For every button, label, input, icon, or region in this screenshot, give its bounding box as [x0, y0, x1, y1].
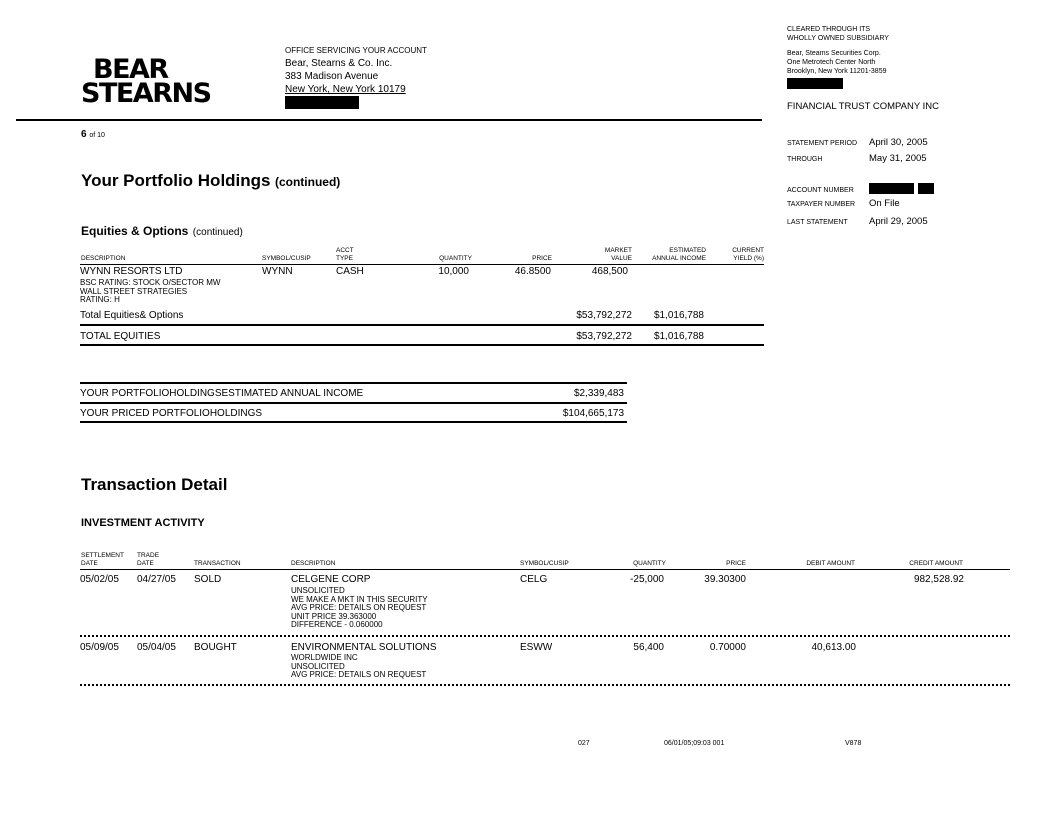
office-name: Bear, Stearns & Co. Inc. — [285, 58, 393, 69]
txn-note: AVG PRICE: DETAILS ON REQUEST — [291, 603, 427, 612]
txn-price: 39.30300 — [704, 574, 746, 585]
priced-holdings-value: $104,665,173 — [562, 408, 624, 419]
txn-quantity: 56,400 — [633, 642, 664, 653]
office-city: New York, New York 10179 — [285, 84, 406, 95]
holding-note: WALL STREET STRATEGIES — [80, 286, 188, 296]
col-settlement-date — [81, 552, 124, 568]
statement-period-label: STATEMENT PERIOD — [787, 140, 858, 147]
txn-notes — [291, 654, 426, 680]
office-label: OFFICE SERVICING YOUR ACCOUNT — [285, 46, 427, 55]
col-price: PRICE — [532, 255, 552, 262]
col-trade-line1: TRADE — [137, 552, 160, 559]
col-current-yield — [716, 247, 764, 263]
last-statement-label: LAST STATEMENT — [787, 219, 848, 226]
txn-note: WE MAKE A MKT IN THIS SECURITY — [291, 594, 428, 604]
txn-price: 0.70000 — [709, 642, 746, 653]
total-equities-options-income: $1,016,788 — [653, 310, 704, 321]
col-txn-quantity: QUANTITY — [633, 560, 666, 567]
col-acct-line1: ACCT — [336, 247, 354, 254]
col-debit-amount: DEBIT AMOUNT — [806, 560, 855, 567]
holding-market-value: 468,500 — [591, 266, 628, 277]
investment-activity-title: INVESTMENT ACTIVITY — [81, 517, 205, 529]
txn-symbol: CELG — [520, 574, 548, 585]
col-estimated-income — [636, 247, 706, 263]
page-number — [81, 129, 105, 140]
holding-acct-type: CASH — [336, 266, 364, 277]
est-annual-income-value: $2,339,483 — [573, 388, 624, 399]
total-equities-income: $1,016,788 — [653, 331, 704, 342]
header-rule — [16, 119, 762, 121]
total-equities-options-label: Total Equities& Options — [80, 310, 184, 321]
holdings-header-rule — [80, 264, 764, 265]
txn-trade-date: 04/27/05 — [137, 574, 176, 585]
summary-rule — [80, 402, 627, 404]
col-cy-line2: YIELD (%) — [733, 255, 764, 262]
taxpayer-label: TAXPAYER NUMBER — [787, 201, 856, 208]
transaction-detail-title: Transaction Detail — [81, 475, 228, 494]
txn-notes — [291, 587, 428, 630]
col-description: DESCRIPTION — [81, 255, 126, 262]
holding-note: BSC RATING: STOCK O/SECTOR MW — [80, 278, 221, 287]
clearing-line-2: WHOLLY OWNED SUBSIDIARY — [787, 35, 889, 42]
txn-settle-date: 05/02/05 — [80, 574, 119, 585]
txn-row-separator — [80, 684, 1010, 686]
clearing-panel — [787, 25, 1037, 92]
txn-settle-date: 05/09/05 — [80, 642, 119, 653]
col-txn-symbol: SYMBOL/CUSIP — [520, 560, 569, 567]
total-equities-options-value: $53,792,272 — [576, 310, 632, 321]
total-rule — [80, 344, 764, 346]
through-value: May 31, 2005 — [869, 153, 927, 164]
redacted-block — [918, 183, 934, 194]
txn-debit: 40,613.00 — [811, 642, 856, 653]
equities-section-suffix: (continued) — [192, 227, 243, 238]
redacted-block — [285, 96, 359, 109]
logo-line-1: BEAR — [93, 54, 168, 85]
priced-holdings-label: YOUR PRICED PORTFOLIOHOLDINGS — [80, 408, 263, 419]
col-mv-line1: MARKET — [604, 247, 632, 254]
txn-quantity: -25,000 — [630, 574, 664, 585]
col-settle-line1: SETTLEMENT — [81, 552, 124, 559]
through-label: THROUGH — [787, 156, 823, 163]
clearing-addr-2: Brooklyn, New York 11201-3859 — [787, 68, 887, 75]
col-acct-type — [336, 247, 354, 263]
holding-note: RATING: H — [80, 295, 120, 304]
last-statement-value: April 29, 2005 — [869, 216, 928, 227]
txn-type: BOUGHT — [194, 642, 237, 653]
clearing-corp: Bear, Steams Securities Corp. — [787, 50, 881, 57]
holdings-title-suffix: (continued) — [274, 175, 341, 189]
txn-symbol: ESWW — [520, 642, 553, 653]
clearing-line-1: CLEARED THROUGH ITS — [787, 26, 871, 33]
txn-note: DIFFERENCE - 0.060000 — [291, 620, 383, 629]
col-acct-line2: TYPE — [336, 255, 353, 262]
col-txn-description: DESCRIPTION — [291, 560, 336, 567]
txn-note: UNSOLICITED — [291, 661, 345, 671]
txn-note: WORLDWIDE INC — [291, 653, 358, 662]
redacted-block — [787, 78, 843, 89]
txn-row-separator — [80, 635, 1010, 637]
col-mv-line2: VALUE — [611, 255, 632, 262]
txn-note: UNIT PRICE 39.363000 — [291, 611, 377, 621]
holdings-title: Your Portfolio Holdings — [81, 171, 271, 190]
col-ei-line1: ESTIMATED — [669, 247, 706, 254]
col-cy-line1: CURRENT — [732, 247, 764, 254]
holding-price: 46.8500 — [514, 266, 551, 277]
txn-header-rule — [80, 569, 1010, 570]
txn-description: ENVIRONMENTAL SOLUTIONS — [291, 642, 437, 653]
holding-description: WYNN RESORTS LTD — [80, 266, 183, 277]
txn-note: UNSOLICITED — [291, 586, 345, 595]
txn-type: SOLD — [194, 574, 222, 585]
statement-period-value: April 30, 2005 — [869, 137, 928, 148]
col-quantity: QUANTITY — [439, 255, 472, 262]
est-annual-income-label: YOUR PORTFOLIOHOLDINGSESTIMATED ANNUAL INCOME — [80, 388, 364, 399]
page-current: 6 — [81, 129, 87, 140]
footer-code-3: V878 — [845, 740, 862, 747]
col-credit-amount: CREDIT AMOUNT — [909, 560, 963, 567]
office-address-block — [285, 44, 427, 113]
office-street: 383 Madison Avenue — [285, 71, 379, 82]
col-market-value — [572, 247, 632, 263]
col-transaction: TRANSACTION — [194, 560, 241, 567]
footer-code-1: 027 — [578, 740, 590, 747]
txn-note: AVG PRICE: DETAILS ON REQUEST — [291, 670, 427, 679]
bear-stearns-logo — [81, 54, 211, 109]
total-rule — [80, 324, 764, 326]
txn-description: CELGENE CORP — [291, 574, 371, 585]
holding-notes — [80, 279, 220, 305]
logo-line-2: STEARNS — [81, 78, 211, 109]
holding-symbol: WYNN — [262, 266, 293, 277]
holdings-title-block — [81, 171, 340, 191]
col-trade-line2: DATE — [137, 560, 154, 567]
equities-section-title: Equities & Options — [81, 224, 189, 238]
client-name: FINANCIAL TRUST COMPANY INC — [787, 101, 940, 112]
col-trade-date — [137, 552, 159, 568]
total-equities-value: $53,792,272 — [576, 331, 632, 342]
col-symbol: SYMBOL/CUSIP — [262, 255, 311, 262]
total-equities-label: TOTAL EQUITIES — [80, 331, 161, 342]
summary-rule — [80, 421, 627, 423]
page-total: of 10 — [89, 132, 105, 139]
account-number-label: ACCOUNT NUMBER — [787, 187, 854, 194]
holding-quantity: 10,000 — [438, 266, 469, 277]
col-settle-line2: DATE — [81, 560, 98, 567]
taxpayer-value: On File — [869, 198, 900, 209]
txn-credit: 982,528.92 — [913, 574, 964, 585]
clearing-addr-1: One Metrotech Center North — [787, 59, 876, 66]
redacted-block — [869, 183, 914, 194]
equities-section-heading — [81, 222, 243, 240]
footer-code-2: 06/01/05;09:03 001 — [664, 740, 725, 747]
col-ei-line2: ANNUAL INCOME — [652, 255, 706, 262]
txn-trade-date: 05/04/05 — [137, 642, 176, 653]
col-txn-price: PRICE — [726, 560, 746, 567]
summary-rule — [80, 382, 627, 384]
